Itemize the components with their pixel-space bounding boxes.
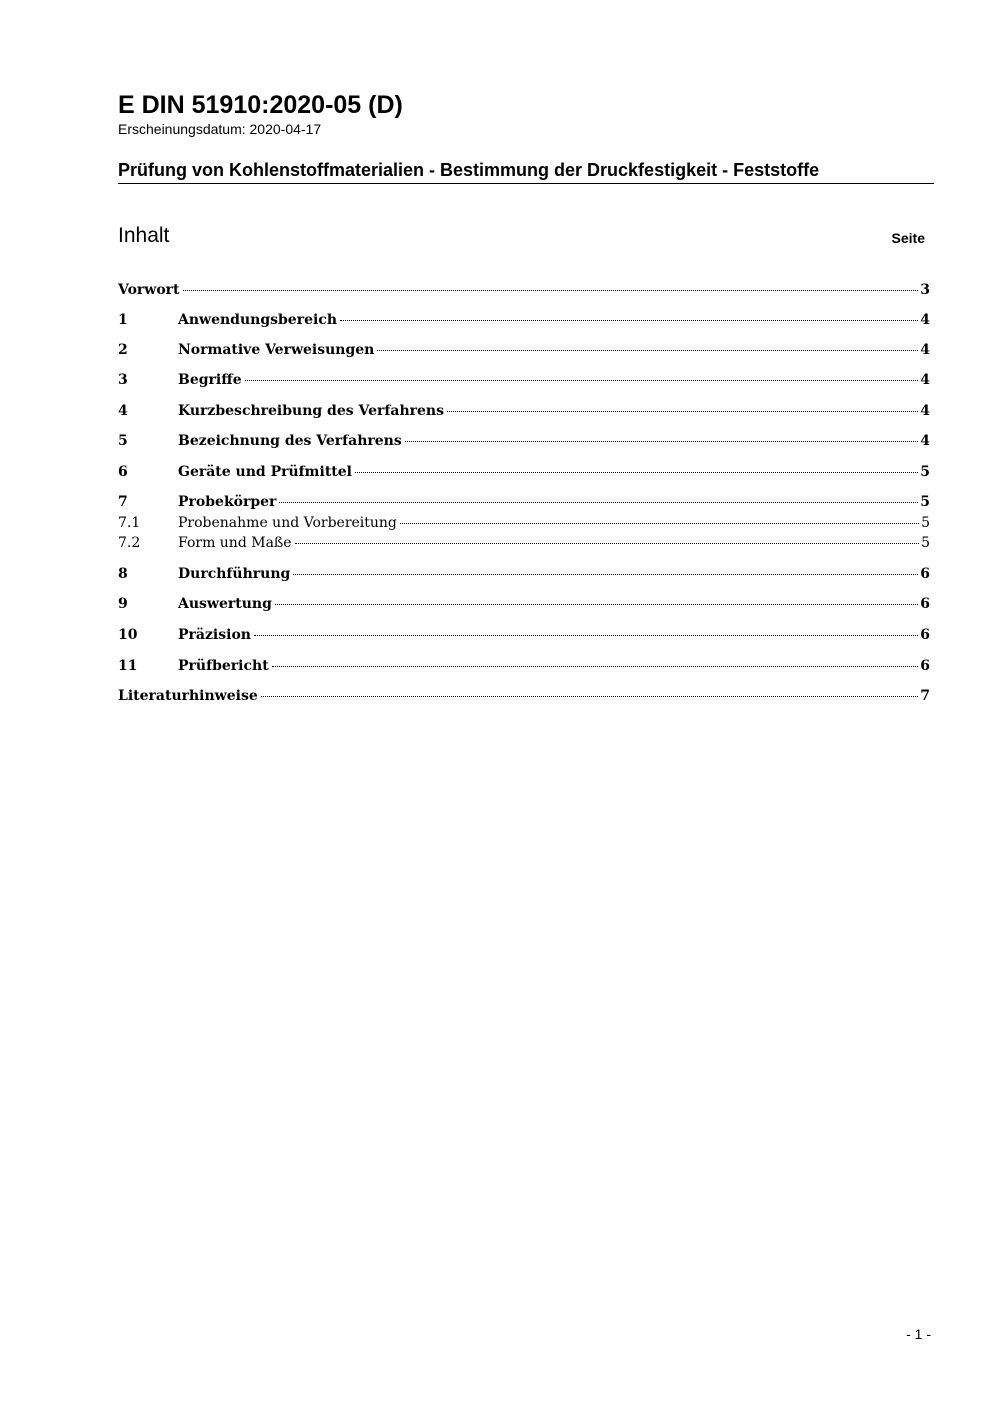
toc-entry-page: 5 [921,515,930,531]
toc-dot-leader [405,441,919,442]
publication-date: Erscheinungsdatum: 2020-04-17 [118,121,322,137]
toc-entry-page: 4 [920,372,930,388]
toc-entry-8[interactable] [118,564,930,584]
toc-entry-number: 11 [118,658,138,674]
toc-dot-leader [183,290,919,291]
toc-dot-leader [254,635,918,636]
title-divider [118,183,934,184]
toc-entry-label: Durchführung [178,566,291,582]
toc-entry-9[interactable] [118,594,930,614]
toc-entry-label: Probekörper [178,494,277,510]
toc-entry-number: 8 [118,566,128,582]
toc-dot-leader [293,574,918,575]
toc-entry-number: 7.2 [118,535,141,551]
toc-entry-7-2[interactable] [118,533,930,553]
toc-dot-leader [295,543,920,544]
toc-dot-leader [279,502,918,503]
toc-entry-label: Präzision [178,627,251,643]
toc-dot-leader [261,696,919,697]
toc-entry-label: Auswertung [178,596,272,612]
document-id: E DIN 51910:2020-05 (D) [118,91,403,119]
toc-entry-page: 4 [920,433,930,449]
toc-entry-5[interactable] [118,431,930,451]
toc-entry-label: Prüfbericht [178,658,269,674]
toc-entry-number: 1 [118,312,128,328]
toc-entry-vorwort[interactable] [118,280,930,300]
toc-entry-number: 2 [118,342,128,358]
toc-entry-label: Form und Maße [178,535,292,551]
toc-entry-page: 5 [921,535,930,551]
toc-entry-number: 10 [118,627,138,643]
toc-entry-page: 6 [920,658,930,674]
toc-entry-number: 3 [118,372,128,388]
toc-entry-label: Normative Verweisungen [178,342,375,358]
toc-entry-page: 5 [920,464,930,480]
toc-entry-page: 4 [920,403,930,419]
toc-entry-number: 7 [118,494,128,510]
page-number: - 1 - [906,1326,931,1342]
toc-dot-leader [447,411,918,412]
toc-entry-page: 7 [920,688,930,704]
toc-entry-3[interactable] [118,370,930,390]
toc-dot-leader [245,380,919,381]
toc-dot-leader [400,523,919,524]
toc-entry-page: 4 [920,312,930,328]
toc-entry-page: 6 [920,627,930,643]
toc-entry-page: 5 [920,494,930,510]
toc-entry-4[interactable] [118,401,930,421]
toc-entry-number: 9 [118,596,128,612]
toc-entry-label: Bezeichnung des Verfahrens [178,433,402,449]
toc-entry-label: Vorwort [118,282,180,298]
document-title: Prüfung von Kohlenstoffmaterialien - Bestimmung der Druckfestigkeit - Feststoffe [118,160,820,180]
toc-entry-number: 5 [118,433,128,449]
toc-entry-7[interactable] [118,492,930,512]
toc-entry-7-1[interactable] [118,513,930,533]
toc-entry-11[interactable] [118,656,930,676]
toc-entry-10[interactable] [118,625,930,645]
toc-entry-6[interactable] [118,462,930,482]
toc-entry-page: 4 [920,342,930,358]
toc-entry-label: Geräte und Prüfmittel [178,464,352,480]
toc-entry-label: Kurzbeschreibung des Verfahrens [178,403,444,419]
toc-dot-leader [355,472,918,473]
toc-dot-leader [340,320,918,321]
toc-entry-label: Anwendungsbereich [178,312,337,328]
toc-entry-number: 4 [118,403,128,419]
toc-entry-number: 7.1 [118,515,141,531]
toc-entry-page: 6 [920,596,930,612]
toc-entry-2[interactable] [118,340,930,360]
toc-entry-label: Begriffe [178,372,242,388]
toc-entry-1[interactable] [118,310,930,330]
toc-dot-leader [275,604,918,605]
toc-entry-label: Probenahme und Vorbereitung [178,515,397,531]
toc-entry-literaturhinweise[interactable] [118,686,930,706]
toc-entry-number: 6 [118,464,128,480]
toc-entry-page: 3 [920,282,930,298]
toc-entry-label: Literaturhinweise [118,688,258,704]
toc-dot-leader [377,350,918,351]
toc-heading: Inhalt [118,224,170,247]
toc-dot-leader [272,666,919,667]
toc-entry-page: 6 [920,566,930,582]
toc-page-column-label: Seite [891,230,925,246]
